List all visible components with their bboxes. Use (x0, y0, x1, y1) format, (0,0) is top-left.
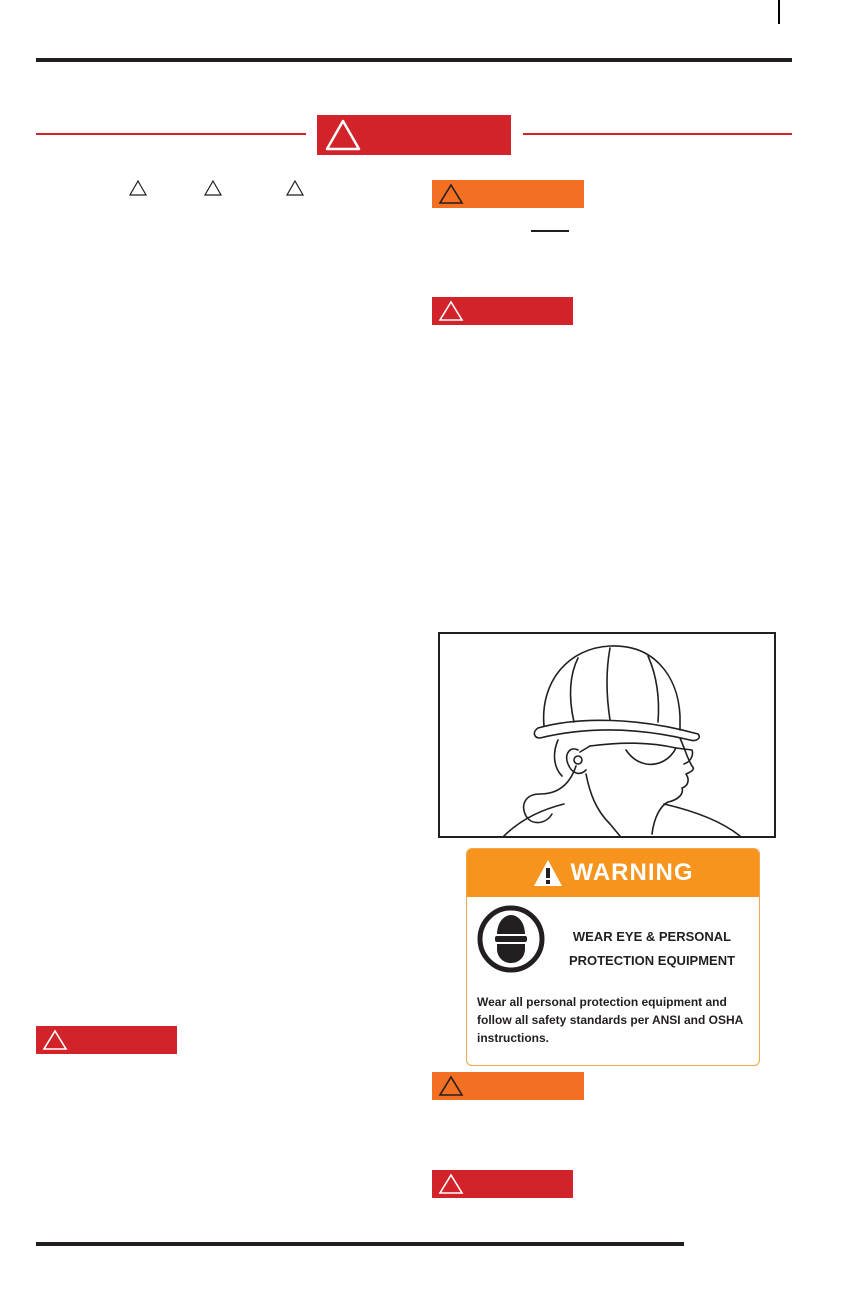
warning-triangle-icon (438, 300, 464, 322)
worker-ppe-illustration (440, 634, 774, 836)
crop-mark (778, 0, 780, 24)
warning-banner-1 (432, 180, 584, 208)
exclamation-triangle-icon (533, 859, 563, 887)
danger-banner-3 (432, 1170, 573, 1198)
warning-banner-2 (432, 1072, 584, 1100)
danger-banner-2 (36, 1026, 177, 1054)
section-divider-left (36, 133, 306, 135)
sign-title (549, 925, 755, 973)
warning-triangle-icon (438, 1075, 464, 1097)
danger-banner-1 (432, 297, 573, 325)
warning-triangle-icon (325, 119, 361, 151)
header-rule (36, 58, 792, 62)
sign-body-text: Wear all personal protection equipment and follow all safety standards per ANSI and OSHA instructions. (477, 995, 743, 1045)
warning-triangle-icon (438, 183, 464, 205)
warning-triangle-icon (438, 1173, 464, 1195)
eye-protection-goggles-icon (477, 905, 545, 973)
footer-rule (36, 1242, 684, 1246)
section-divider-right (523, 133, 792, 135)
sign-title-line2: PROTECTION EQUIPMENT (568, 953, 736, 968)
sign-header (467, 849, 759, 897)
sign-title-line1: WEAR EYE & PERSONAL (572, 929, 732, 944)
caution-symbol-icon (286, 180, 304, 196)
ppe-illustration (438, 632, 776, 838)
ppe-warning-sign (466, 848, 760, 1066)
warning-symbol-icon (204, 180, 222, 196)
safety-section-banner (317, 115, 511, 155)
sign-heading: WARNING (570, 859, 694, 886)
underline-mark (531, 230, 569, 232)
warning-triangle-icon (42, 1029, 68, 1051)
danger-symbol-icon (129, 180, 147, 196)
